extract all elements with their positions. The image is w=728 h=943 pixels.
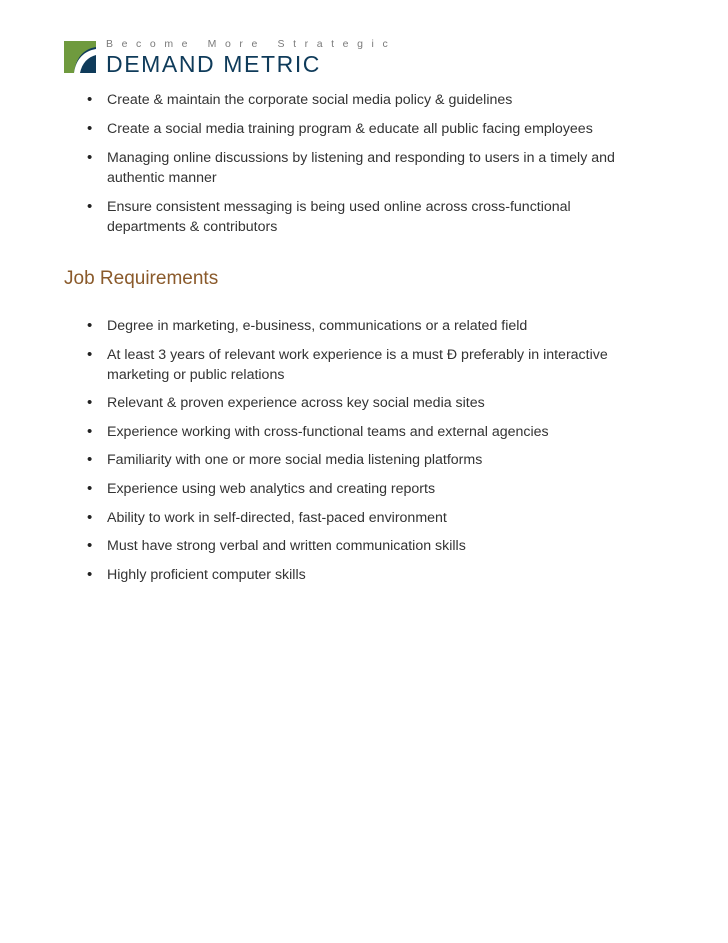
list-item-text: Highly proficient computer skills xyxy=(107,566,306,583)
list-item xyxy=(85,393,645,413)
bullet-icon: • xyxy=(87,120,93,137)
list-item-text: Familiarity with one or more social media listening platforms xyxy=(107,452,483,469)
bullet-icon: • xyxy=(87,317,93,334)
list-item xyxy=(85,90,645,110)
bullet-icon: • xyxy=(87,451,93,469)
bullet-icon: • xyxy=(87,149,93,166)
list-item-text: Must have strong verbal and written communication skills xyxy=(107,538,466,555)
list-item-text: Managing online discussions by listening and responding to users in a timely and authentic manner xyxy=(107,150,615,186)
bullet-icon: • xyxy=(87,394,93,412)
list-item-text: Ensure consistent messaging is being used online across cross-functional departments & contributors xyxy=(107,199,571,235)
brand-name: DEMAND METRIC xyxy=(106,51,322,77)
list-item-text: Ability to work in self-directed, fast-paced environment xyxy=(107,509,447,526)
list-item xyxy=(85,508,645,528)
bullet-icon: • xyxy=(87,565,93,583)
list-item xyxy=(85,479,645,499)
list-item xyxy=(85,148,645,188)
list-item-text: Degree in marketing, e-business, communications or a related field xyxy=(107,318,528,334)
bullet-icon: • xyxy=(87,422,93,440)
list-item xyxy=(85,422,645,442)
list-item-text: Create a social media training program & educate all public facing employees xyxy=(107,121,593,137)
bullet-icon: • xyxy=(87,198,93,215)
list-item-text: Experience working with cross-functional teams and external agencies xyxy=(107,423,549,440)
list-item-text: At least 3 years of relevant work experience is a must Ð preferably in interactive marketing or public relations xyxy=(107,346,608,383)
page-header xyxy=(64,38,397,78)
section-heading-job-requirements: Job Requirements xyxy=(64,268,219,289)
list-item xyxy=(85,450,645,470)
brand-tagline: Become More Strategic xyxy=(106,38,397,50)
list-item-text: Create & maintain the corporate social media policy & guidelines xyxy=(107,92,513,108)
list-item xyxy=(85,345,645,385)
requirements-list xyxy=(85,316,645,593)
list-item-text: Relevant & proven experience across key social media sites xyxy=(107,395,485,412)
list-item xyxy=(85,197,645,237)
list-item-text: Experience using web analytics and creating reports xyxy=(107,480,436,497)
bullet-icon: • xyxy=(87,479,93,497)
list-item xyxy=(85,565,645,585)
list-item xyxy=(85,536,645,556)
list-item xyxy=(85,316,645,336)
bullet-icon: • xyxy=(87,537,93,555)
demand-metric-logo-icon xyxy=(64,41,96,73)
bullet-icon: • xyxy=(87,91,93,108)
bullet-icon: • xyxy=(87,508,93,526)
responsibilities-list xyxy=(85,90,645,246)
bullet-icon: • xyxy=(87,345,93,363)
list-item xyxy=(85,119,645,139)
